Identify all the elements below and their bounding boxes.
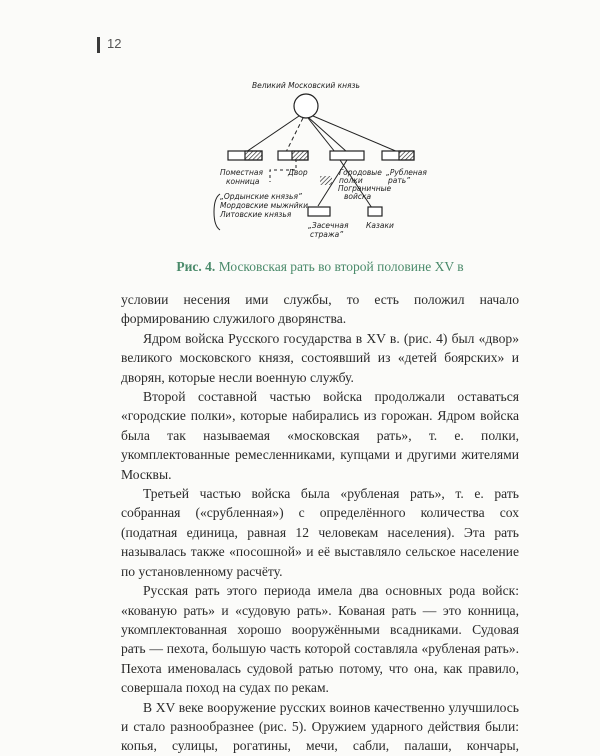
paragraph: Второй составной частью войска продолжали оставаться «городские полки», которые набирались из горожан. Ядром войска была так называемая «московская рать», т. е. полки, укомплектованные ремесленниками, купцами и другими жителями Москвы.: [121, 389, 519, 482]
paragraph: В XV веке вооружение русских воинов качественно улучшилось и стало разнообразнее (рис. 5). Оружием ударного действия были: копья, сулицы, рогатины, мечи, сабли, палаши, кончары,: [121, 699, 519, 754]
caption-text: Московская рать во второй половине XV в: [218, 259, 464, 274]
label-pogranichnye: Пограничные: [338, 184, 392, 193]
caption-label: Рис. 4.: [176, 259, 216, 274]
label-rat: рать”: [388, 176, 411, 185]
page-number: 12: [107, 36, 122, 51]
label-pomestnaya: Поместная: [220, 168, 264, 177]
paragraph: Третьей частью войска была «рубленая рать», т. е. рать собранная («срубленная») с определённого количества сох (податная единица, равная 12 человекам населения). Эта рать называлась также «посошной» и её выставляло сельское население по установленному расчёту.: [121, 486, 519, 579]
label-mordovskie: Мордовские мыжнйки: [220, 201, 309, 210]
label-voyska: войска: [344, 192, 372, 201]
page-marker-bar: [97, 37, 100, 53]
grand-prince-circle: [294, 94, 318, 118]
label-zasechnaya: „Засечная: [308, 221, 349, 230]
label-strazha: стража”: [310, 230, 344, 239]
label-litovskie: Литовские князья: [220, 210, 292, 219]
paragraph: условии несения ими службы, то есть положил начало формированию служилого дворянства.: [121, 292, 519, 327]
label-gorodovye: Городовые: [339, 168, 382, 177]
label-dvor: Двор: [288, 168, 308, 177]
army-structure-diagram: [200, 72, 440, 252]
label-konnitsa: конница: [226, 177, 260, 186]
figure-caption: [120, 259, 520, 275]
label-grand-prince: Великий Московский князь: [252, 81, 360, 90]
label-kazaki: Казаки: [366, 221, 394, 230]
figure-diagram: [200, 72, 440, 252]
body-text: [121, 290, 519, 756]
label-ordyntsy: „Ордынские князья”: [220, 192, 302, 201]
label-polki: полки: [339, 176, 363, 185]
paragraph: Ядром войска Русского государства в XV в. (рис. 4) был «двор» великого московского князя, состоявший из «детей боярских» и дворян, которые несли военную службу.: [121, 330, 519, 385]
label-rublenaya: „Рубленая: [386, 168, 427, 177]
paragraph: Русская рать этого периода имела два основных рода войск: «кованую рать» и «судовую рать». Кованая рать — это конница, укомплектованная хорошо вооружёнными всадниками. Судовая рать — пехота, большую часть которой составляла «рубленая рать». Пехота именовалась судовой ратью потому, что она, как правило, совершала поход на судах по рекам.: [121, 583, 519, 696]
